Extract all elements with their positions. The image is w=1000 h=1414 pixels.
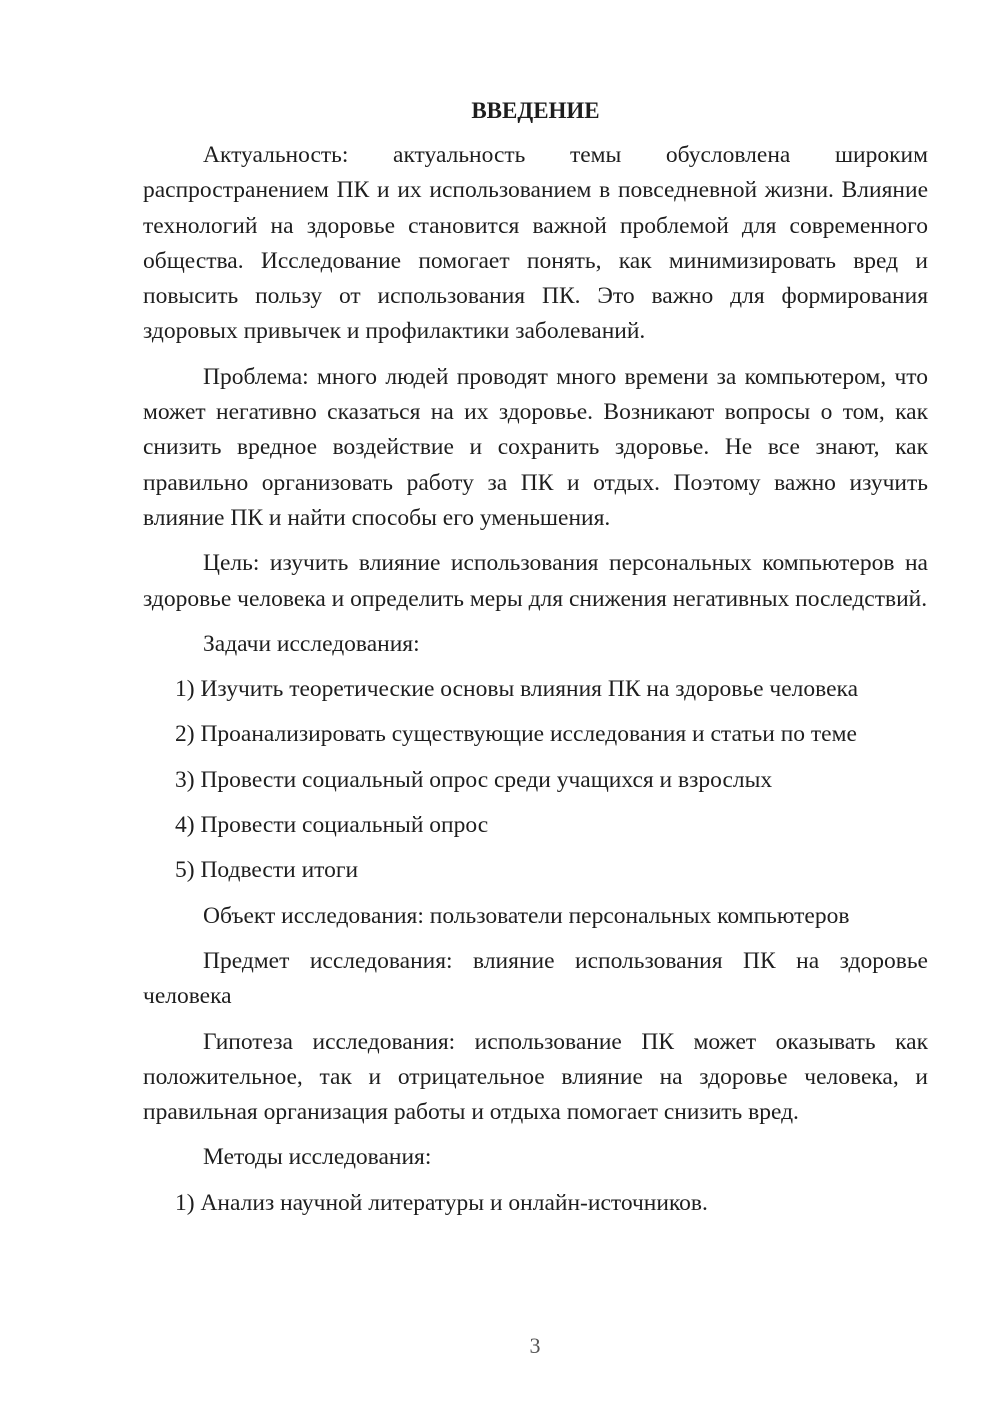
task-item-3: 3) Провести социальный опрос среди учащихся и взрослых [175, 766, 773, 793]
task-item-2: 2) Проанализировать существующие исследования и статьи по теме [175, 721, 857, 748]
page-number: 3 [529, 1333, 541, 1358]
relevance-paragraph: Актуальность: актуальность темы обусловлена широким распространением ПК и их использованием в повседневной жизни. Влияние технологий на здоровье становится важной проблемой для современного общества. Исследование помогает понять, как минимизировать вред и повысить пользу от использования ПК. Это важно для формирования здоровых привычек и профилактики заболеваний. [143, 142, 928, 345]
methods-title: Методы исследования: [203, 1144, 432, 1171]
task-item-5: 5) Подвести итоги [175, 857, 359, 884]
method-item-1: 1) Анализ научной литературы и онлайн-источников. [175, 1189, 708, 1216]
task-item-4: 4) Провести социальный опрос [175, 812, 489, 839]
problem-paragraph: Проблема: много людей проводят много времени за компьютером, что может негативно сказаться на их здоровье. Возникают вопросы о том, как снизить вредное воздействие и сохранить здоровье. Не все знают, как правильно организовать работу за ПК и отдых. Поэтому важно изучить влияние ПК и найти способы его уменьшения. [143, 363, 928, 531]
hypothesis-paragraph: Гипотеза исследования: использование ПК может оказывать как положительное, так и отрицательное влияние на здоровье человека, и правильная организация работы и отдыха помогает снизить вред. [143, 1028, 928, 1126]
tasks-title: Задачи исследования: [203, 630, 420, 657]
goal-paragraph: Цель: изучить влияние использования персональных компьютеров на здоровье человека и определить меры для снижения негативных последствий. [143, 550, 928, 612]
task-item-1: 1) Изучить теоретические основы влияния ПК на здоровье человека [175, 676, 859, 703]
object-paragraph: Объект исследования: пользователи персональных компьютеров [203, 902, 850, 929]
subject-paragraph: Предмет исследования: влияние использования ПК на здоровье человека [143, 947, 928, 1010]
section-heading: ВВЕДЕНИЕ [471, 98, 600, 123]
page-content [143, 94, 928, 1231]
